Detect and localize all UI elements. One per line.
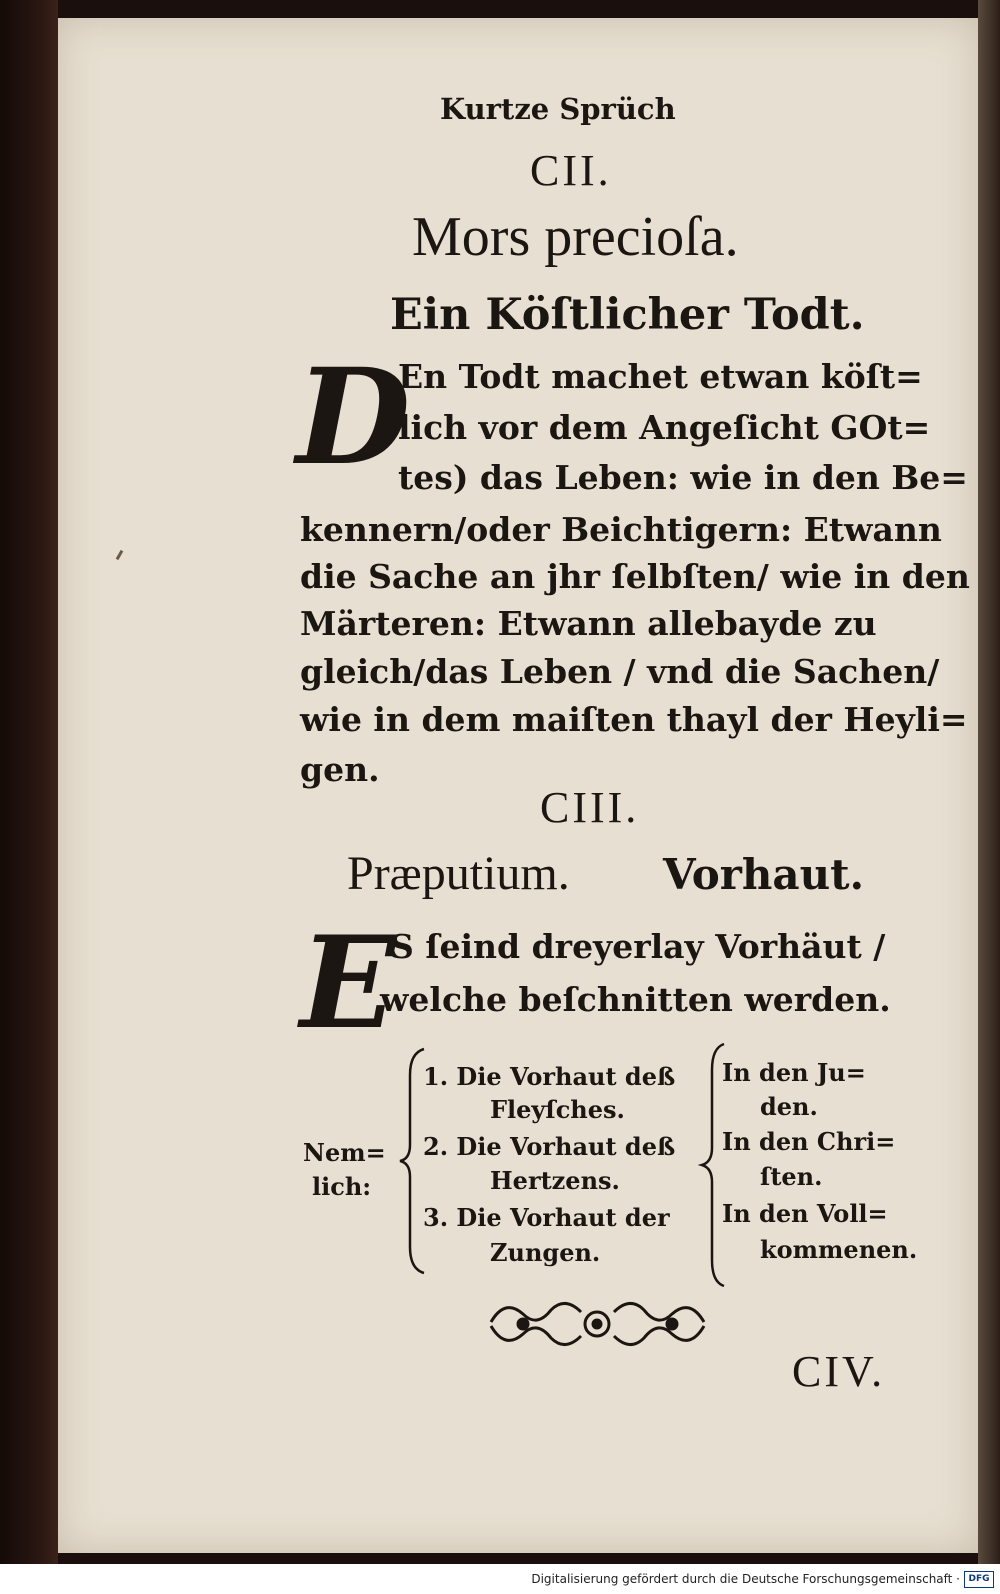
text-line: welche beſchnitten werden. (380, 980, 891, 1019)
table-lead: lich: (312, 1172, 372, 1201)
latin-title-mors-preciosa: Mors precioſa. (412, 206, 739, 268)
table-row-item: In den Ju= (722, 1058, 866, 1087)
section-number-cii: CII. (530, 146, 612, 195)
text-line: wie in dem maiſten thayl der Heyli= (300, 700, 968, 739)
table-row-item: den. (760, 1092, 818, 1121)
table-row-item: Hertzens. (490, 1166, 620, 1195)
table-row-item: ſten. (760, 1162, 823, 1191)
drop-cap-d: D (296, 340, 411, 495)
dfg-logo-icon: DFG (964, 1571, 994, 1588)
catchword: CIV. (792, 1347, 886, 1396)
table-lead: Nem= (303, 1138, 386, 1167)
footer-bar (0, 1564, 1000, 1594)
table-row-item: 1. Die Vorhaut deß (423, 1062, 676, 1091)
text-line: tes) das Leben: wie in den Be= (398, 458, 968, 497)
table-row-item: In den Voll= (722, 1199, 888, 1228)
text-line: kennern/oder Beichtigern: Etwann (300, 510, 942, 549)
book-binding-left (0, 0, 58, 1594)
funding-credit: Digitalisierung gefördert durch die Deutsche Forschungsgemeinschaft · (531, 1572, 960, 1586)
text-line: S ſeind dreyerlay Vorhäut / (390, 927, 886, 966)
text-line: gleich/das Leben / vnd die Sachen/ (300, 652, 940, 691)
text-line: Märteren: Etwann allebayde zu (300, 604, 877, 643)
german-title-todt: Ein Köſtlicher Todt. (390, 290, 865, 340)
text-line: En Todt machet etwan köſt= (398, 357, 923, 396)
drop-cap-e: E (300, 909, 397, 1057)
table-row-item: 2. Die Vorhaut deß (423, 1132, 676, 1161)
table-row-item: kommenen. (760, 1235, 918, 1264)
printer-ornament-icon (485, 1292, 710, 1354)
text-line: lich vor dem Angeſicht GOt= (398, 408, 931, 447)
table-row-item: Fleyſches. (490, 1095, 625, 1124)
table-row-item: Zungen. (490, 1238, 601, 1267)
latin-title-praeputium: Præputium. (347, 847, 570, 900)
section-number-ciii: CIII. (540, 783, 640, 832)
running-head: Kurtze Sprüch (440, 92, 676, 126)
table-row-item: 3. Die Vorhaut der (423, 1203, 670, 1232)
german-title-vorhaut: Vorhaut. (663, 850, 865, 899)
table-row-item: In den Chri= (722, 1127, 896, 1156)
text-line: gen. (300, 750, 380, 789)
book-edge-right (978, 0, 1000, 1594)
text-line: die Sache an jhr ſelbſten/ wie in den (300, 557, 970, 596)
